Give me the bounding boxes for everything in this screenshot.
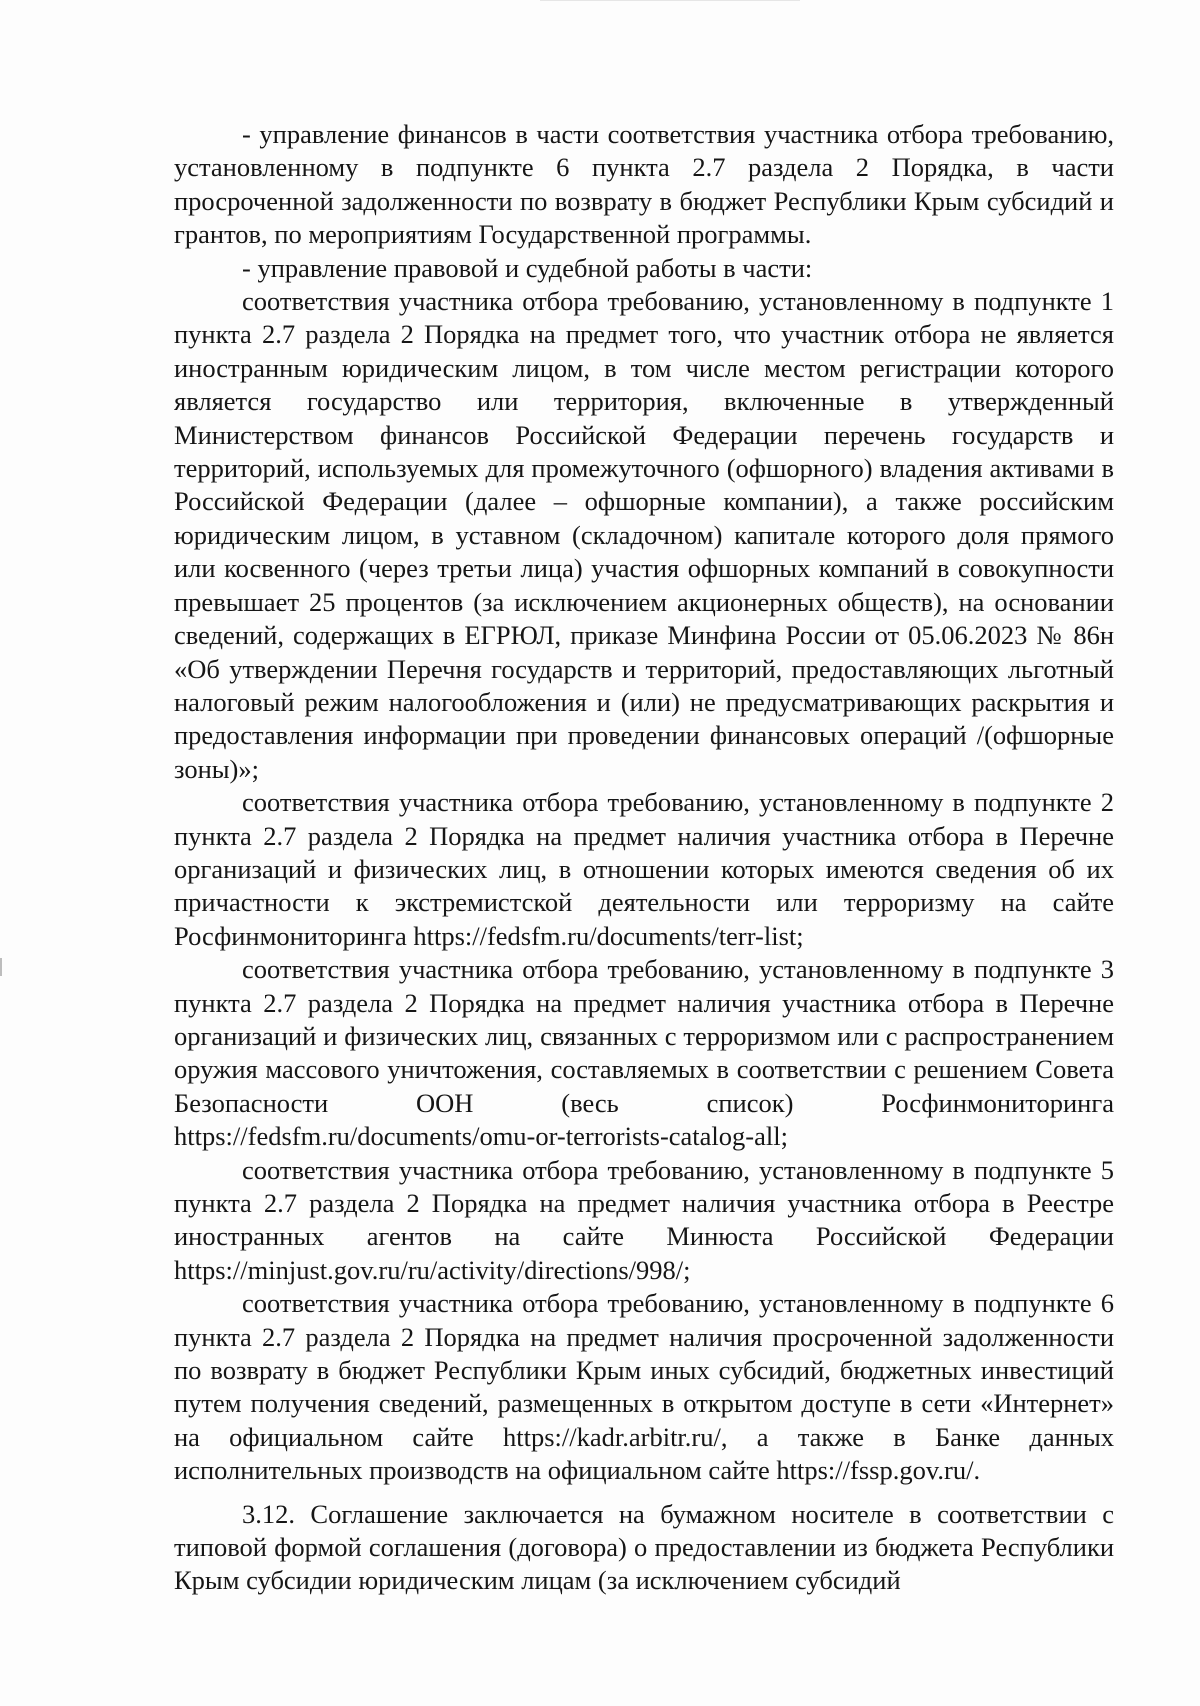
paragraph-wmd-list-check: соответствия участника отбора требованию, установленному в подпункте 3 пункта 2.7 раздела 2 Порядка на предмет наличия участника отбора в Перечне организаций и физических лиц, связанных с терроризмом или с распространением оружия массового уничтожения, составляемых в соответствии с решением Совета Безопасности ООН (весь список) Росфинмониторинга https://fedsfm.ru/documents/omu-or-terrorists-catalog-all; — [174, 954, 1114, 1152]
paragraph-finance-department: - управление финансов в части соответствия участника отбора требованию, установленному в подпункте 6 пункта 2.7 раздела 2 Порядка, в части просроченной задолженности по возврату в бюджет Республики Крым субсидий и грантов, по мероприятиям Государственной программы. — [174, 119, 1114, 250]
paragraph-foreign-agents-check: соответствия участника отбора требованию, установленному в подпункте 5 пункта 2.7 раздела 2 Порядка на предмет наличия участника отбора в Реестре иностранных агентов на сайте Минюста Российской Федерации https://minjust.gov.ru/ru/activity/directions/998/; — [174, 1154, 1114, 1285]
paragraph-debt-check: соответствия участника отбора требованию, установленному в подпункте 6 пункта 2.7 раздела 2 Порядка на предмет наличия просроченной задолженности по возврату в бюджет Республики Крым иных субсидий, бюджетных инвестиций путем получения сведений, размещенных в открытом доступе в сети «Интернет» на официальном сайте https://kadr.arbitr.ru/, а также в Банке данных исполнительных производств на официальном сайте https://fssp.gov.ru/. — [174, 1288, 1114, 1486]
paragraph-terrorism-list-check: соответствия участника отбора требованию, установленному в подпункте 2 пункта 2.7 раздела 2 Порядка на предмет наличия участника отбора в Перечне организаций и физических лиц, в отношении которых имеются сведения об их причастности к экстремистской деятельности или терроризму на сайте Росфинмониторинга https://fedsfm.ru/documents/terr-list; — [174, 787, 1114, 951]
document-body — [174, 118, 1114, 1598]
scan-top-mark — [540, 0, 800, 1]
scan-edge-mark — [0, 958, 2, 976]
paragraph-offshore-check: соответствия участника отбора требованию, установленному в подпункте 1 пункта 2.7 раздела 2 Порядка на предмет того, что участник отбора не является иностранным юридическим лицом, в том числе местом регистрации которого является государство или территория, включенные в утвержденный Министерством финансов Российской Федерации перечень государств и территорий, используемых для промежуточного (офшорного) владения активами в Российской Федерации (далее – офшорные компании), а также российским юридическим лицом, в уставном (складочном) капитале которого доля прямого или косвенного (через третьи лица) участия офшорных компаний в совокупности превышает 25 процентов (за исключением акционерных обществ), на основании сведений, содержащих в ЕГРЮЛ, приказе Минфина России от 05.06.2023 № 86н «Об утверждении Перечня государств и территорий, предоставляющих льготный налоговый режим налогообложения и (или) не предусматривающих раскрытия и предоставления информации при проведении финансовых операций /(офшорные зоны)»; — [174, 286, 1114, 784]
paragraph-legal-department: - управление правовой и судебной работы в части: — [242, 252, 813, 283]
paragraph-agreement-3-12: 3.12. Соглашение заключается на бумажном носителе в соответствии с типовой формой соглашения (договора) о предоставлении из бюджета Республики Крым субсидии юридическим лицам (за исключением субсидий — [174, 1498, 1114, 1596]
